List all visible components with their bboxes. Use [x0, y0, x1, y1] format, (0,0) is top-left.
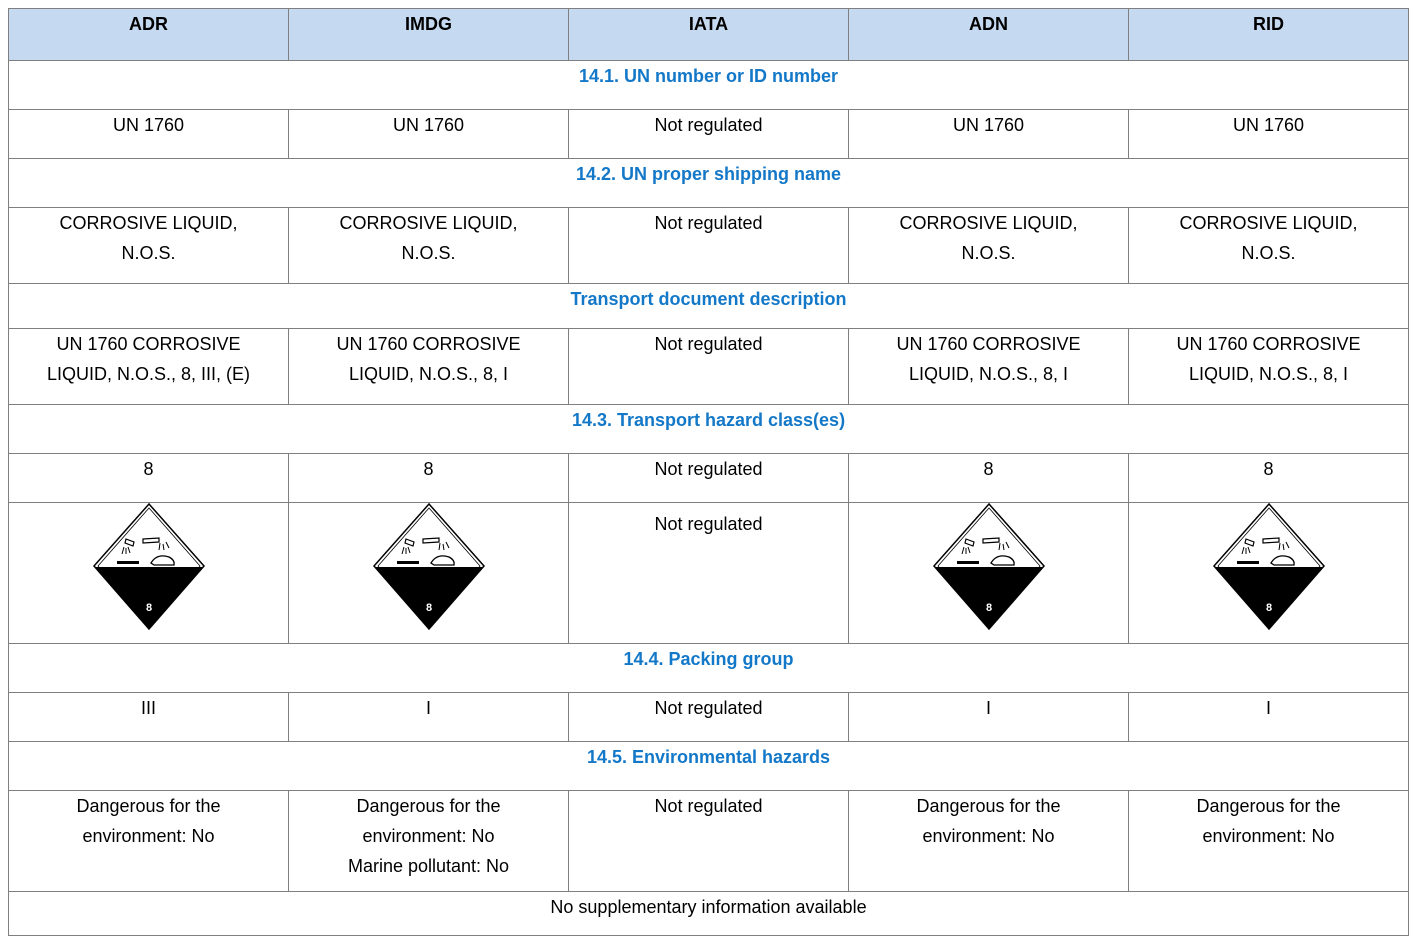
table-row	[9, 693, 1409, 742]
cell-line: CORROSIVE LIQUID,	[1179, 213, 1358, 233]
section-title-env-hazards: 14.5. Environmental hazards	[9, 742, 1409, 791]
cell-line: environment: No	[1202, 826, 1335, 846]
cell-line: N.O.S.	[401, 243, 456, 263]
header-row	[9, 9, 1409, 61]
cell-transport-doc-iata	[569, 329, 849, 405]
cell-line: N.O.S.	[961, 243, 1016, 263]
cell-un-number-imdg: UN 1760	[289, 110, 569, 159]
cell-hazard-class-rid: 8	[1129, 454, 1409, 503]
cell-line: N.O.S.	[121, 243, 176, 263]
corrosive-hazard-diamond-icon	[1213, 503, 1325, 631]
cell-shipping-name-adn	[849, 208, 1129, 284]
header-rid: RID	[1129, 9, 1409, 61]
cell-env-hazards-imdg	[289, 791, 569, 892]
cell-shipping-name-iata	[569, 208, 849, 284]
cell-line: UN 1760 CORROSIVE	[896, 334, 1081, 354]
table-row	[9, 454, 1409, 503]
hazard-label-number: 8	[425, 602, 432, 614]
cell-un-number-rid: UN 1760	[1129, 110, 1409, 159]
cell-packing-group-adn: I	[849, 693, 1129, 742]
corrosive-hazard-diamond-icon	[373, 503, 485, 631]
cell-line: environment: No	[922, 826, 1055, 846]
cell-hazard-class-adr: 8	[9, 454, 289, 503]
cell-line: Not regulated	[654, 213, 763, 233]
cell-env-hazards-rid	[1129, 791, 1409, 892]
cell-shipping-name-adr	[9, 208, 289, 284]
section-title-shipping-name: 14.2. UN proper shipping name	[9, 159, 1409, 208]
footer-row	[9, 892, 1409, 936]
table-row	[9, 208, 1409, 284]
section-row	[9, 61, 1409, 110]
cell-hazard-label-adn	[849, 503, 1129, 644]
cell-hazard-class-imdg: 8	[289, 454, 569, 503]
cell-shipping-name-imdg	[289, 208, 569, 284]
cell-line: Marine pollutant: No	[347, 856, 510, 876]
cell-packing-group-adr: III	[9, 693, 289, 742]
cell-line: CORROSIVE LIQUID,	[59, 213, 238, 233]
cell-line: Dangerous for the	[76, 796, 221, 816]
cell-line: Not regulated	[654, 796, 763, 816]
cell-hazard-label-imdg	[289, 503, 569, 644]
cell-un-number-adr: UN 1760	[9, 110, 289, 159]
section-row	[9, 644, 1409, 693]
header-adr: ADR	[9, 9, 289, 61]
cell-line: CORROSIVE LIQUID,	[899, 213, 1078, 233]
cell-line: UN 1760 CORROSIVE	[1176, 334, 1361, 354]
hazard-label-number: 8	[1265, 602, 1272, 614]
cell-hazard-label-rid	[1129, 503, 1409, 644]
cell-line: UN 1760 CORROSIVE	[336, 334, 521, 354]
section-title-packing-group: 14.4. Packing group	[9, 644, 1409, 693]
cell-hazard-class-adn: 8	[849, 454, 1129, 503]
cell-un-number-iata: Not regulated	[569, 110, 849, 159]
cell-line: Dangerous for the	[356, 796, 501, 816]
cell-line: LIQUID, N.O.S., 8, I	[348, 364, 509, 384]
table-row	[9, 791, 1409, 892]
cell-line: LIQUID, N.O.S., 8, I	[908, 364, 1069, 384]
cell-transport-doc-imdg	[289, 329, 569, 405]
cell-shipping-name-rid	[1129, 208, 1409, 284]
cell-line: UN 1760 CORROSIVE	[56, 334, 241, 354]
table-row	[9, 110, 1409, 159]
cell-packing-group-iata: Not regulated	[569, 693, 849, 742]
cell-env-hazards-iata	[569, 791, 849, 892]
transport-info-table	[8, 8, 1409, 936]
table-row	[9, 503, 1409, 644]
cell-line: LIQUID, N.O.S., 8, I	[1188, 364, 1349, 384]
section-row	[9, 159, 1409, 208]
header-iata: IATA	[569, 9, 849, 61]
hazard-label-number: 8	[145, 602, 152, 614]
cell-transport-doc-rid	[1129, 329, 1409, 405]
section-row	[9, 405, 1409, 454]
cell-line: Dangerous for the	[1196, 796, 1341, 816]
cell-hazard-class-iata: Not regulated	[569, 454, 849, 503]
cell-line: environment: No	[82, 826, 215, 846]
cell-env-hazards-adn	[849, 791, 1129, 892]
supplementary-info: No supplementary information available	[9, 892, 1409, 936]
header-imdg: IMDG	[289, 9, 569, 61]
cell-packing-group-rid: I	[1129, 693, 1409, 742]
section-title-transport-doc: Transport document description	[9, 284, 1409, 329]
cell-env-hazards-adr	[9, 791, 289, 892]
cell-hazard-label-iata: Not regulated	[569, 503, 849, 644]
cell-transport-doc-adr	[9, 329, 289, 405]
table-row	[9, 329, 1409, 405]
cell-hazard-label-adr	[9, 503, 289, 644]
cell-line: Dangerous for the	[916, 796, 1061, 816]
section-title-hazard-class: 14.3. Transport hazard class(es)	[9, 405, 1409, 454]
cell-transport-doc-adn	[849, 329, 1129, 405]
cell-line: LIQUID, N.O.S., 8, III, (E)	[46, 364, 251, 384]
corrosive-hazard-diamond-icon	[933, 503, 1045, 631]
hazard-label-number: 8	[985, 602, 992, 614]
corrosive-hazard-diamond-icon	[93, 503, 205, 631]
cell-line: Not regulated	[654, 334, 763, 354]
cell-un-number-adn: UN 1760	[849, 110, 1129, 159]
cell-packing-group-imdg: I	[289, 693, 569, 742]
section-title-un-number: 14.1. UN number or ID number	[9, 61, 1409, 110]
cell-line: CORROSIVE LIQUID,	[339, 213, 518, 233]
cell-line: N.O.S.	[1241, 243, 1296, 263]
header-adn: ADN	[849, 9, 1129, 61]
section-row	[9, 284, 1409, 329]
section-row	[9, 742, 1409, 791]
cell-line: environment: No	[362, 826, 495, 846]
